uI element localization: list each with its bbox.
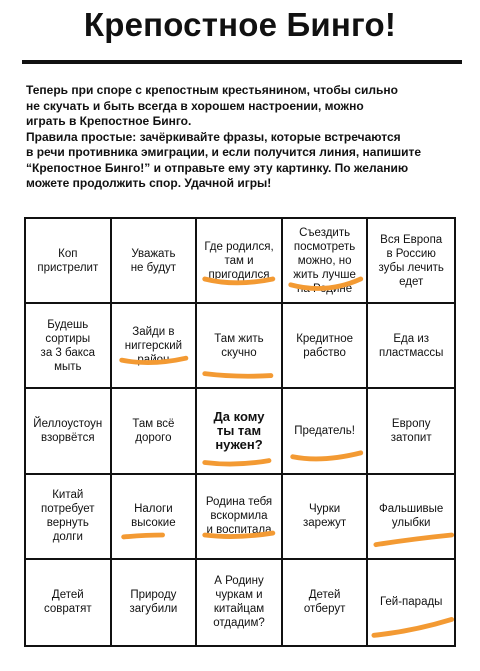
bingo-cell-line: сортиры	[45, 332, 91, 345]
bingo-cell-line: Там жить	[214, 332, 264, 345]
bingo-cell-text	[378, 233, 443, 289]
bingo-cell-text	[33, 417, 102, 445]
bingo-cell[interactable]	[112, 219, 198, 304]
bingo-cell-text	[303, 502, 346, 530]
bingo-cell-text	[304, 588, 346, 616]
bingo-cell[interactable]	[197, 219, 283, 304]
bingo-cell[interactable]	[26, 389, 112, 474]
bingo-cell-line: Уважать	[131, 247, 176, 260]
bingo-cell-text	[41, 318, 95, 374]
bingo-cell-text	[125, 325, 182, 367]
bingo-cell-line: загубили	[129, 603, 178, 616]
intro-line: Теперь при споре с крепостным крестьянином, чтобы сильно	[26, 83, 398, 97]
bingo-cell-line: едет	[399, 275, 424, 288]
bingo-cell-line: вернуть	[46, 517, 89, 530]
bingo-cell-line: Европу	[391, 417, 431, 430]
bingo-cell-line: Будешь	[47, 318, 89, 331]
bingo-cell-line: посмотреть	[293, 240, 356, 253]
bingo-cell-line: вскормила	[210, 510, 268, 523]
bingo-cell[interactable]	[26, 475, 112, 560]
bingo-cell-line: на Родине	[297, 282, 353, 295]
title-divider	[22, 60, 462, 64]
bingo-cell[interactable]	[26, 219, 112, 304]
bingo-cell-line: зубы лечить	[378, 261, 444, 274]
bingo-cell-text	[204, 240, 273, 282]
bingo-cell-line: Чурки	[309, 503, 341, 516]
bingo-cell-line: Кредитное	[296, 332, 353, 345]
bingo-cell-line: Там всё	[132, 417, 175, 430]
bingo-cell[interactable]	[112, 304, 198, 389]
bingo-cell-line: Предатель!	[294, 424, 355, 437]
bingo-cell-text	[296, 332, 353, 360]
bingo-cell-line: Где родился,	[204, 240, 274, 253]
bingo-cell-line: улыбки	[391, 517, 431, 530]
bingo-cell-line: китайцам	[213, 603, 265, 616]
bingo-cell-line: затопит	[390, 431, 432, 444]
bingo-cell-text	[391, 417, 432, 445]
bingo-cell[interactable]	[26, 560, 112, 645]
intro-line: Правила простые: зачёркивайте фразы, которые встречаются	[26, 129, 401, 144]
bingo-cell-line: Йеллоустоун	[33, 417, 103, 430]
bingo-cell-line: чуркам и	[215, 589, 263, 602]
bingo-cell-line: А Родину	[214, 575, 264, 588]
bingo-cell[interactable]	[26, 304, 112, 389]
bingo-cell[interactable]	[368, 219, 454, 304]
bingo-cell-line: Фальшивые	[379, 503, 444, 516]
intro-line: “Крепостное Бинго!” и отправьте ему эту картинку. По желанию	[26, 160, 409, 175]
bingo-cell[interactable]	[112, 475, 198, 560]
bingo-cell-line: Зайди в	[132, 325, 175, 338]
bingo-cell-line: Природу	[130, 589, 177, 602]
bingo-cell-text	[294, 424, 355, 438]
bingo-cell-line: и воспитала	[206, 524, 272, 537]
bingo-cell[interactable]	[368, 389, 454, 474]
bingo-cell-line: можно, но	[297, 254, 352, 267]
bingo-cell[interactable]	[283, 219, 369, 304]
bingo-cell-text	[206, 495, 272, 537]
bingo-cell-line: район	[137, 353, 170, 366]
bingo-cell-line: рабство	[303, 346, 346, 359]
intro-line: играть в Крепостное Бинго.	[26, 114, 192, 128]
bingo-grid	[24, 217, 456, 647]
bingo-cell-line: пригодился	[208, 268, 270, 281]
bingo-cell[interactable]	[197, 304, 283, 389]
bingo-cell-line: Съездить	[299, 226, 351, 239]
bingo-cell[interactable]	[283, 560, 369, 645]
bingo-cell-line: отберут	[303, 603, 346, 616]
bingo-cell-text	[41, 488, 95, 544]
bingo-cell[interactable]	[368, 560, 454, 645]
bingo-cell-line: в Россию	[386, 247, 436, 260]
bingo-cell[interactable]	[283, 475, 369, 560]
bingo-cell-line: жить лучше	[293, 268, 356, 281]
bingo-cell-line: Налоги	[134, 503, 173, 516]
bingo-cell-line: дорого	[135, 431, 172, 444]
bingo-cell-line: не будут	[130, 261, 177, 274]
bingo-cell-line: пристрелит	[37, 261, 99, 274]
bingo-cell-line: совратят	[43, 603, 92, 616]
bingo-cell-line: скучно	[221, 346, 257, 359]
bingo-cell-text	[379, 332, 443, 360]
bingo-cell-text	[379, 502, 443, 530]
bingo-cell-line: мыть	[54, 360, 82, 373]
bingo-cell-line: нужен?	[215, 436, 263, 452]
bingo-cell-line: потребует	[41, 503, 95, 516]
bingo-cell-line: Родина тебя	[205, 496, 273, 509]
bingo-cell-text	[213, 574, 265, 630]
intro-text	[26, 83, 466, 192]
bingo-cell-text	[131, 247, 176, 275]
bingo-cell-line: Гей-парады	[379, 596, 443, 609]
bingo-cell[interactable]	[368, 475, 454, 560]
bingo-cell-line: пластмассы	[378, 346, 444, 359]
intro-line: в речи противника эмиграции, и если получится линия, напишите	[26, 145, 421, 159]
page-title: Крепостное Бинго!	[83, 6, 397, 43]
bingo-cell-text	[131, 502, 176, 530]
bingo-cell-line: Да кому	[213, 408, 265, 424]
bingo-cell-text	[37, 247, 98, 275]
bingo-cell[interactable]	[283, 389, 369, 474]
bingo-cell-line: Детей	[308, 589, 341, 602]
intro-line: можете продолжить спор. Удачной игры!	[26, 176, 272, 190]
bingo-cell-line: за 3 бакса	[40, 346, 96, 359]
bingo-cell-line: высокие	[131, 517, 176, 530]
bingo-cell-text	[132, 417, 174, 445]
bingo-cell-line: ниггерский	[124, 339, 183, 352]
intro-line: не скучать и быть всегда в хорошем настроении, можно	[26, 98, 364, 113]
bingo-cell-line: долги	[52, 531, 83, 544]
bingo-cell-text	[129, 588, 177, 616]
bingo-cell[interactable]	[197, 560, 283, 645]
bingo-cell[interactable]	[112, 560, 198, 645]
bingo-cell[interactable]	[112, 389, 198, 474]
bingo-cell-text	[214, 332, 263, 360]
bingo-cell-line: Китай	[52, 489, 84, 502]
bingo-cell-line: Вся Европа	[380, 233, 443, 246]
bingo-cell-text	[44, 588, 92, 616]
bingo-cell-line: Коп	[58, 247, 78, 260]
bingo-cell-line: Детей	[51, 589, 84, 602]
bingo-cell[interactable]	[283, 304, 369, 389]
bingo-cell-text	[214, 410, 265, 452]
bingo-cell[interactable]	[197, 475, 283, 560]
bingo-cell-line: там и	[224, 254, 254, 267]
bingo-cell-line: зарежут	[303, 517, 347, 530]
bingo-cell[interactable]	[368, 304, 454, 389]
bingo-cell-text	[380, 595, 443, 609]
bingo-cell-line: ты там	[216, 422, 262, 438]
bingo-cell-line: отдадим?	[213, 617, 265, 630]
bingo-cell-line: Еда из	[393, 332, 430, 345]
bingo-cell[interactable]	[197, 389, 283, 474]
bingo-cell-line: взорвётся	[41, 431, 95, 444]
bingo-cell-text	[293, 226, 356, 296]
